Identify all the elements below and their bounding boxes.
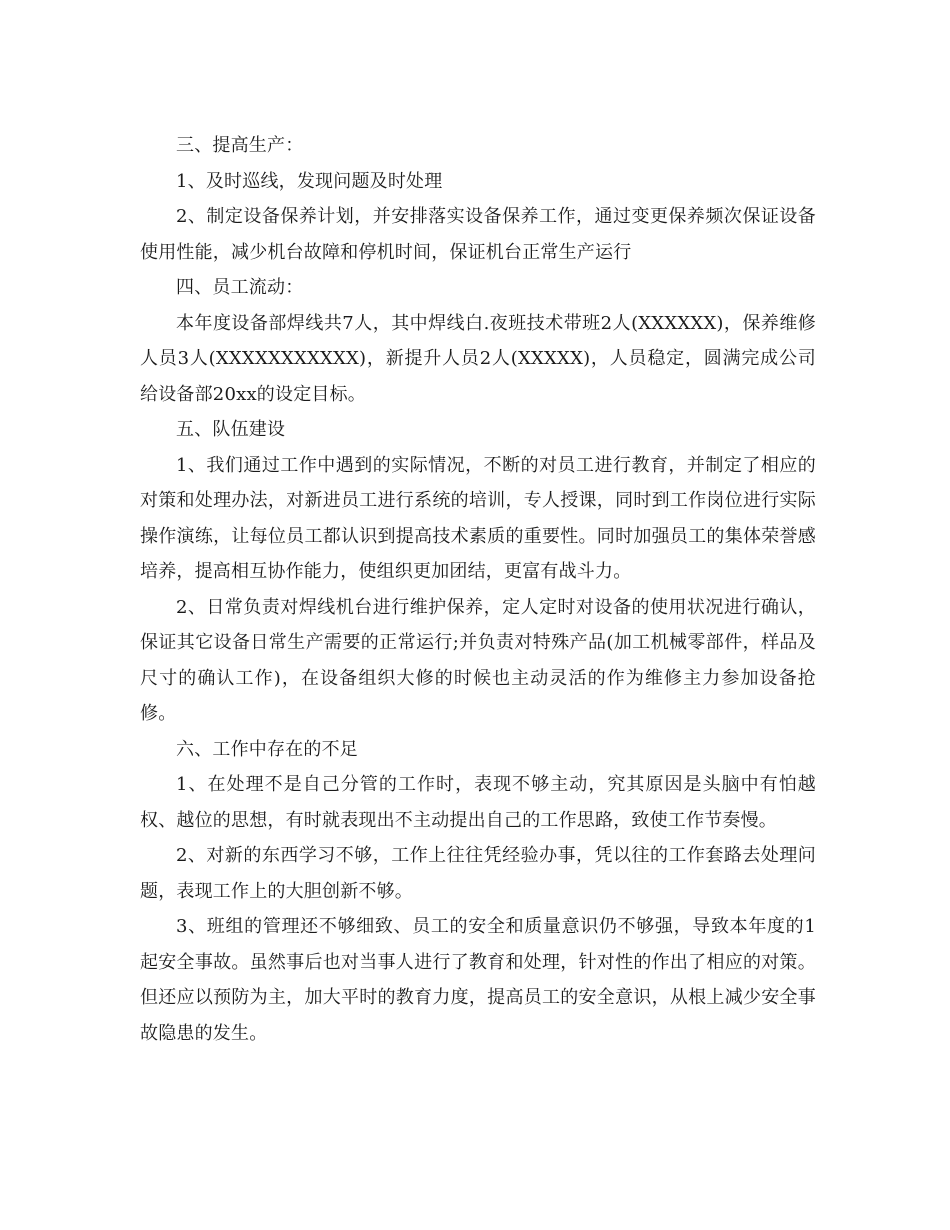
paragraph: 2、制定设备保养计划，并安排落实设备保养工作，通过变更保养频次保证设备使用性能，减少机台故障和停机时间，保证机台正常生产运行 xyxy=(140,206,816,263)
paragraph: 1、我们通过工作中遇到的实际情况，不断的对员工进行教育，并制定了相应的对策和处理办法，对新进员工进行系统的培训，专人授课，同时到工作岗位进行实际操作演练，让每位员工都认识到提高技术素质的重要性。同时加强员工的集体荣誉感培养，提高相互协作能力，使组织更加团结，更富有战斗力。 xyxy=(140,454,816,582)
section-heading-production: 三、提高生产： xyxy=(176,135,304,156)
section-heading-shortcomings: 六、工作中存在的不足 xyxy=(176,738,358,760)
paragraph: 2、对新的东西学习不够，工作上往往凭经验办事，凭以往的工作套路去处理问题，表现工作上的大胆创新不够。 xyxy=(140,845,816,902)
paragraph: 本年度设备部焊线共7人，其中焊线白.夜班技术带班2人(XXXXXX)，保养维修人员3人(XXXXXXXXXXX)，新提升人员2人(XXXXX)，人员稳定，圆满完成公司给设备部20xx的设定目标。 xyxy=(140,312,816,405)
section-heading-team-building: 五、队伍建设 xyxy=(176,419,286,440)
paragraph: 2、日常负责对焊线机台进行维护保养，定人定时对设备的使用状况进行确认，保证其它设备日常生产需要的正常运行;并负责对特殊产品(加工机械零部件，样品及尺寸的确认工作)，在设备组织大修的时候也主动灵活的作为维修主力参加设备抢修。 xyxy=(140,596,816,724)
section-heading-staff-flow: 四、员工流动： xyxy=(176,277,304,298)
paragraph: 3、班组的管理还不够细致、员工的安全和质量意识仍不够强，导致本年度的1起安全事故。虽然事后也对当事人进行了教育和处理，针对性的作出了相应的对策。但还应以预防为主，加大平时的教育力度，提高员工的安全意识，从根上减少安全事故隐患的发生。 xyxy=(140,916,816,1044)
paragraph: 1、及时巡线，发现问题及时处理 xyxy=(176,170,443,192)
document-body xyxy=(140,128,816,1051)
paragraph: 1、在处理不是自己分管的工作时，表现不够主动，究其原因是头脑中有怕越权、越位的思想，有时就表现出不主动提出自己的工作思路，致使工作节奏慢。 xyxy=(140,774,816,831)
